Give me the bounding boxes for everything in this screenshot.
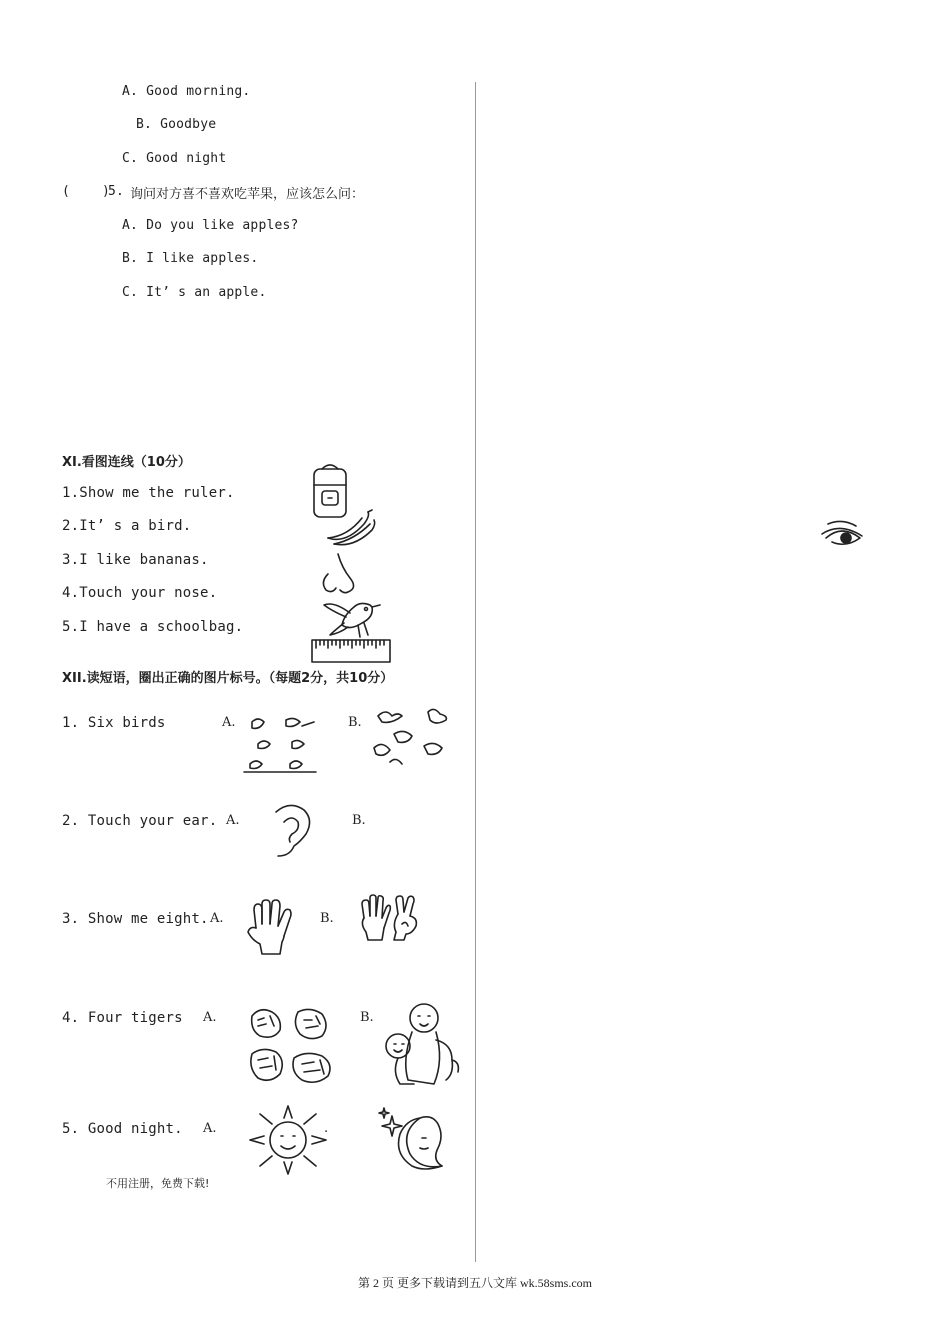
flying-birds-icon: [368, 704, 452, 774]
section11-item-5: 5.I have a schoolbag.: [62, 619, 244, 635]
q4-option-b: B. Goodbye: [136, 117, 217, 132]
section12-item-4-label-a: A.: [203, 1010, 217, 1025]
section12-item-5-dot: .: [324, 1121, 329, 1136]
eye-icon: [820, 520, 864, 554]
q5-prompt: 询问对方喜不喜欢吃苹果，应该怎么问：: [130, 187, 365, 202]
monkeys-icon: [378, 1000, 462, 1090]
section12-item-4-label-b: B.: [360, 1010, 374, 1025]
section12-item-2-label-b: B.: [352, 813, 366, 828]
section12-item-5-label-a: A.: [203, 1121, 217, 1136]
q5-paren-close: ): [102, 184, 111, 199]
column-divider: [475, 82, 476, 1262]
section11-item-3: 3.I like bananas.: [62, 552, 209, 568]
section11-title: XI.看图连线（10分）: [62, 455, 191, 470]
q4-option-c: C. Good night: [122, 151, 227, 166]
section11-item-4: 4.Touch your nose.: [62, 585, 218, 601]
free-download-note: 不用注册，免费下载!: [106, 1177, 210, 1190]
hands-eight-icon: [358, 894, 424, 942]
q5-number: 5.: [108, 184, 125, 199]
section12-item-3-label-b: B.: [320, 911, 334, 926]
section12-item-1-text: 1. Six birds: [62, 715, 166, 731]
q5-option-c: C. It’ s an apple.: [122, 285, 267, 300]
q5-option-b: B. I like apples.: [122, 251, 259, 266]
section11-item-1: 1.Show me the ruler.: [62, 485, 235, 501]
section12-item-2-text: 2. Touch your ear.: [62, 813, 218, 829]
moon-icon: [380, 1104, 454, 1176]
six-birds-icon: [242, 712, 318, 774]
ear-icon: [266, 802, 316, 860]
section12-item-1-label-a: A.: [222, 715, 236, 730]
bananas-icon: [324, 508, 378, 548]
q5-paren-open: (: [62, 184, 71, 199]
section12-item-4-text: 4. Four tigers: [62, 1010, 183, 1026]
nose-icon: [318, 552, 362, 596]
sun-icon: [248, 1104, 328, 1176]
section12-item-1-label-b: B.: [348, 715, 362, 730]
bird-icon: [320, 597, 384, 641]
section12-item-3-label-a: A.: [210, 911, 224, 926]
section12-title: XII.读短语，圈出正确的图片标号。（每题2分，共10分）: [62, 671, 394, 686]
section12-item-5-text: 5. Good night.: [62, 1121, 183, 1137]
section11-item-2: 2.It’ s a bird.: [62, 518, 192, 534]
section12-item-2-label-a: A.: [226, 813, 240, 828]
q5-option-a: A. Do you like apples?: [122, 218, 299, 233]
q4-option-a: A. Good morning.: [122, 84, 251, 99]
four-tigers-icon: [246, 1004, 338, 1090]
hand-five-icon: [246, 898, 300, 956]
section12-item-3-text: 3. Show me eight.: [62, 911, 209, 927]
ruler-icon: [310, 638, 392, 664]
page-footer: 第 2 页 更多下载请到五八文库 wk.58sms.com: [357, 1276, 592, 1290]
